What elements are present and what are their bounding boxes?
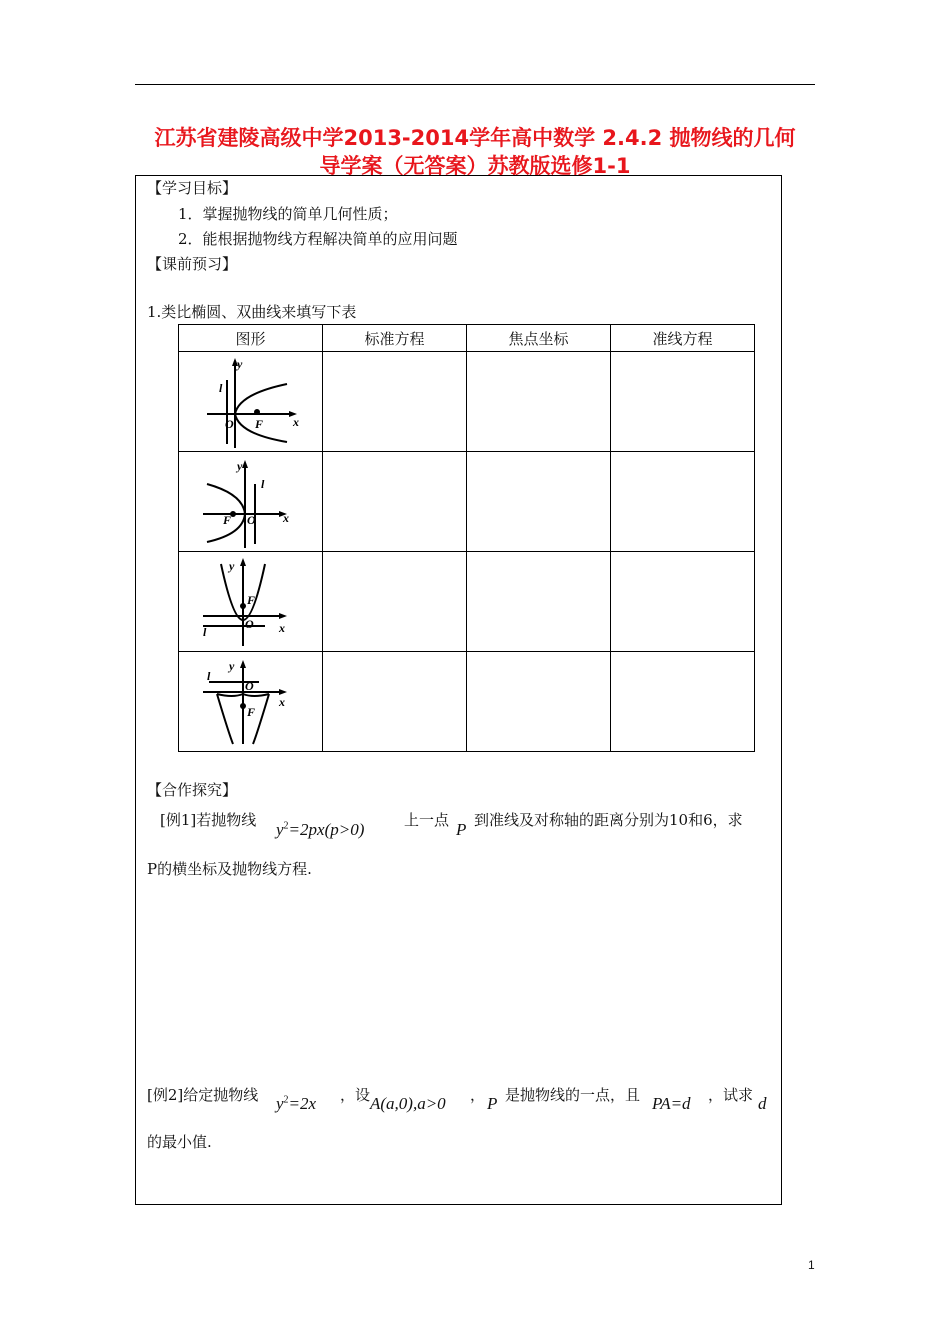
graph-cell bbox=[179, 552, 323, 652]
table-header-focus: 焦点坐标 bbox=[467, 325, 611, 352]
parabola-right-graph bbox=[199, 354, 299, 450]
explore-heading: 【合作探究】 bbox=[147, 781, 238, 799]
parabola-down-graph bbox=[199, 654, 299, 750]
ex1-eq-y: y bbox=[276, 820, 284, 839]
directrix-label: l bbox=[219, 380, 223, 395]
axis-y-label: y bbox=[229, 558, 235, 573]
focus-cell[interactable] bbox=[467, 352, 611, 452]
header-rule bbox=[135, 84, 815, 85]
table-row bbox=[179, 352, 755, 452]
equation-cell[interactable] bbox=[323, 352, 467, 452]
document-title-line1: 江苏省建陵高级中学2013-2014学年高中数学 2.4.2 抛物线的几何 bbox=[154, 126, 796, 150]
ex2-eq-y: y bbox=[276, 1094, 284, 1113]
directrix-cell[interactable] bbox=[611, 352, 755, 452]
focus-cell[interactable] bbox=[467, 652, 611, 752]
directrix-label: l bbox=[207, 668, 211, 683]
ex2-prefix: [例2]给定抛物线 bbox=[147, 1086, 259, 1104]
table-header-graph: 图形 bbox=[179, 325, 323, 352]
goal-item-1: 1．掌握抛物线的简单几何性质； bbox=[178, 205, 398, 223]
axis-y-label: y bbox=[229, 658, 235, 673]
goal-item-2: 2．能根据抛物线方程解决简单的应用问题 bbox=[178, 230, 458, 248]
ex2-a-definition: A(a,0),a>0 bbox=[370, 1094, 446, 1113]
equation-cell[interactable] bbox=[323, 652, 467, 752]
focus-label: F bbox=[223, 512, 232, 527]
goals-heading: 【学习目标】 bbox=[147, 179, 238, 197]
directrix-label: l bbox=[261, 476, 265, 491]
ex2-pa-equation: PA=d bbox=[652, 1094, 691, 1113]
ex1-point: P bbox=[456, 820, 467, 839]
directrix-cell[interactable] bbox=[611, 552, 755, 652]
preview-heading: 【课前预习】 bbox=[147, 255, 238, 273]
origin-label: O bbox=[245, 678, 254, 693]
graph-cell bbox=[179, 652, 323, 752]
ex2-point: P bbox=[487, 1094, 498, 1113]
table-row bbox=[179, 452, 755, 552]
ex2-equation bbox=[276, 1094, 316, 1114]
table-header-directrix: 准线方程 bbox=[611, 325, 755, 352]
ex2-comma3: ，试求 bbox=[708, 1086, 754, 1104]
document-title-line2: 导学案（无答案）苏教版选修1-1 bbox=[319, 154, 631, 178]
ex2-d: d bbox=[758, 1094, 767, 1113]
axis-x-label: x bbox=[279, 620, 285, 635]
graph-cell bbox=[179, 352, 323, 452]
graph-cell bbox=[179, 452, 323, 552]
parabola-properties-table bbox=[178, 324, 755, 752]
origin-label: O bbox=[225, 416, 234, 431]
focus-cell[interactable] bbox=[467, 552, 611, 652]
axis-x-label: x bbox=[283, 510, 289, 525]
axis-y-label: y bbox=[237, 458, 243, 473]
axis-y-label: y bbox=[237, 356, 243, 371]
axis-x-label: x bbox=[279, 694, 285, 709]
directrix-label: l bbox=[203, 624, 207, 639]
directrix-cell[interactable] bbox=[611, 452, 755, 552]
ex2-comma1: ，设 bbox=[340, 1086, 371, 1104]
equation-cell[interactable] bbox=[323, 552, 467, 652]
directrix-cell[interactable] bbox=[611, 652, 755, 752]
ex2-comma2: ， bbox=[470, 1086, 486, 1104]
table-row bbox=[179, 552, 755, 652]
ex2-eq-rest: =2x bbox=[288, 1094, 317, 1113]
ex1-prefix: [例1]若抛物线 bbox=[160, 811, 257, 829]
origin-label: O bbox=[247, 512, 256, 527]
focus-label: F bbox=[247, 704, 256, 719]
equation-cell[interactable] bbox=[323, 452, 467, 552]
ex1-line2: P的横坐标及抛物线方程. bbox=[147, 860, 312, 878]
parabola-up-graph bbox=[199, 554, 299, 650]
focus-label: F bbox=[255, 416, 264, 431]
parabola-left-graph bbox=[199, 454, 299, 550]
ex2-mid: 是抛物线的一点，且 bbox=[505, 1086, 641, 1104]
table-row bbox=[179, 652, 755, 752]
ex1-mid: 上一点 bbox=[404, 811, 450, 829]
ex1-eq-rest: =2px(p>0) bbox=[288, 820, 365, 839]
ex2-line2: 的最小值. bbox=[147, 1133, 212, 1151]
origin-label: O bbox=[245, 616, 254, 631]
ex1-equation bbox=[276, 820, 364, 840]
table-header-equation: 标准方程 bbox=[323, 325, 467, 352]
ex1-suffix: 到准线及对称轴的距离分别为10和6，求 bbox=[474, 811, 743, 829]
preview-intro: 1.类比椭圆、双曲线来填写下表 bbox=[147, 303, 357, 321]
ex2-eq-exponent: 2 bbox=[283, 1094, 289, 1106]
axis-x-label: x bbox=[293, 414, 299, 429]
focus-cell[interactable] bbox=[467, 452, 611, 552]
page-number: 1 bbox=[808, 1258, 815, 1272]
ex1-eq-exponent: 2 bbox=[283, 820, 289, 832]
focus-label: F bbox=[247, 592, 256, 607]
